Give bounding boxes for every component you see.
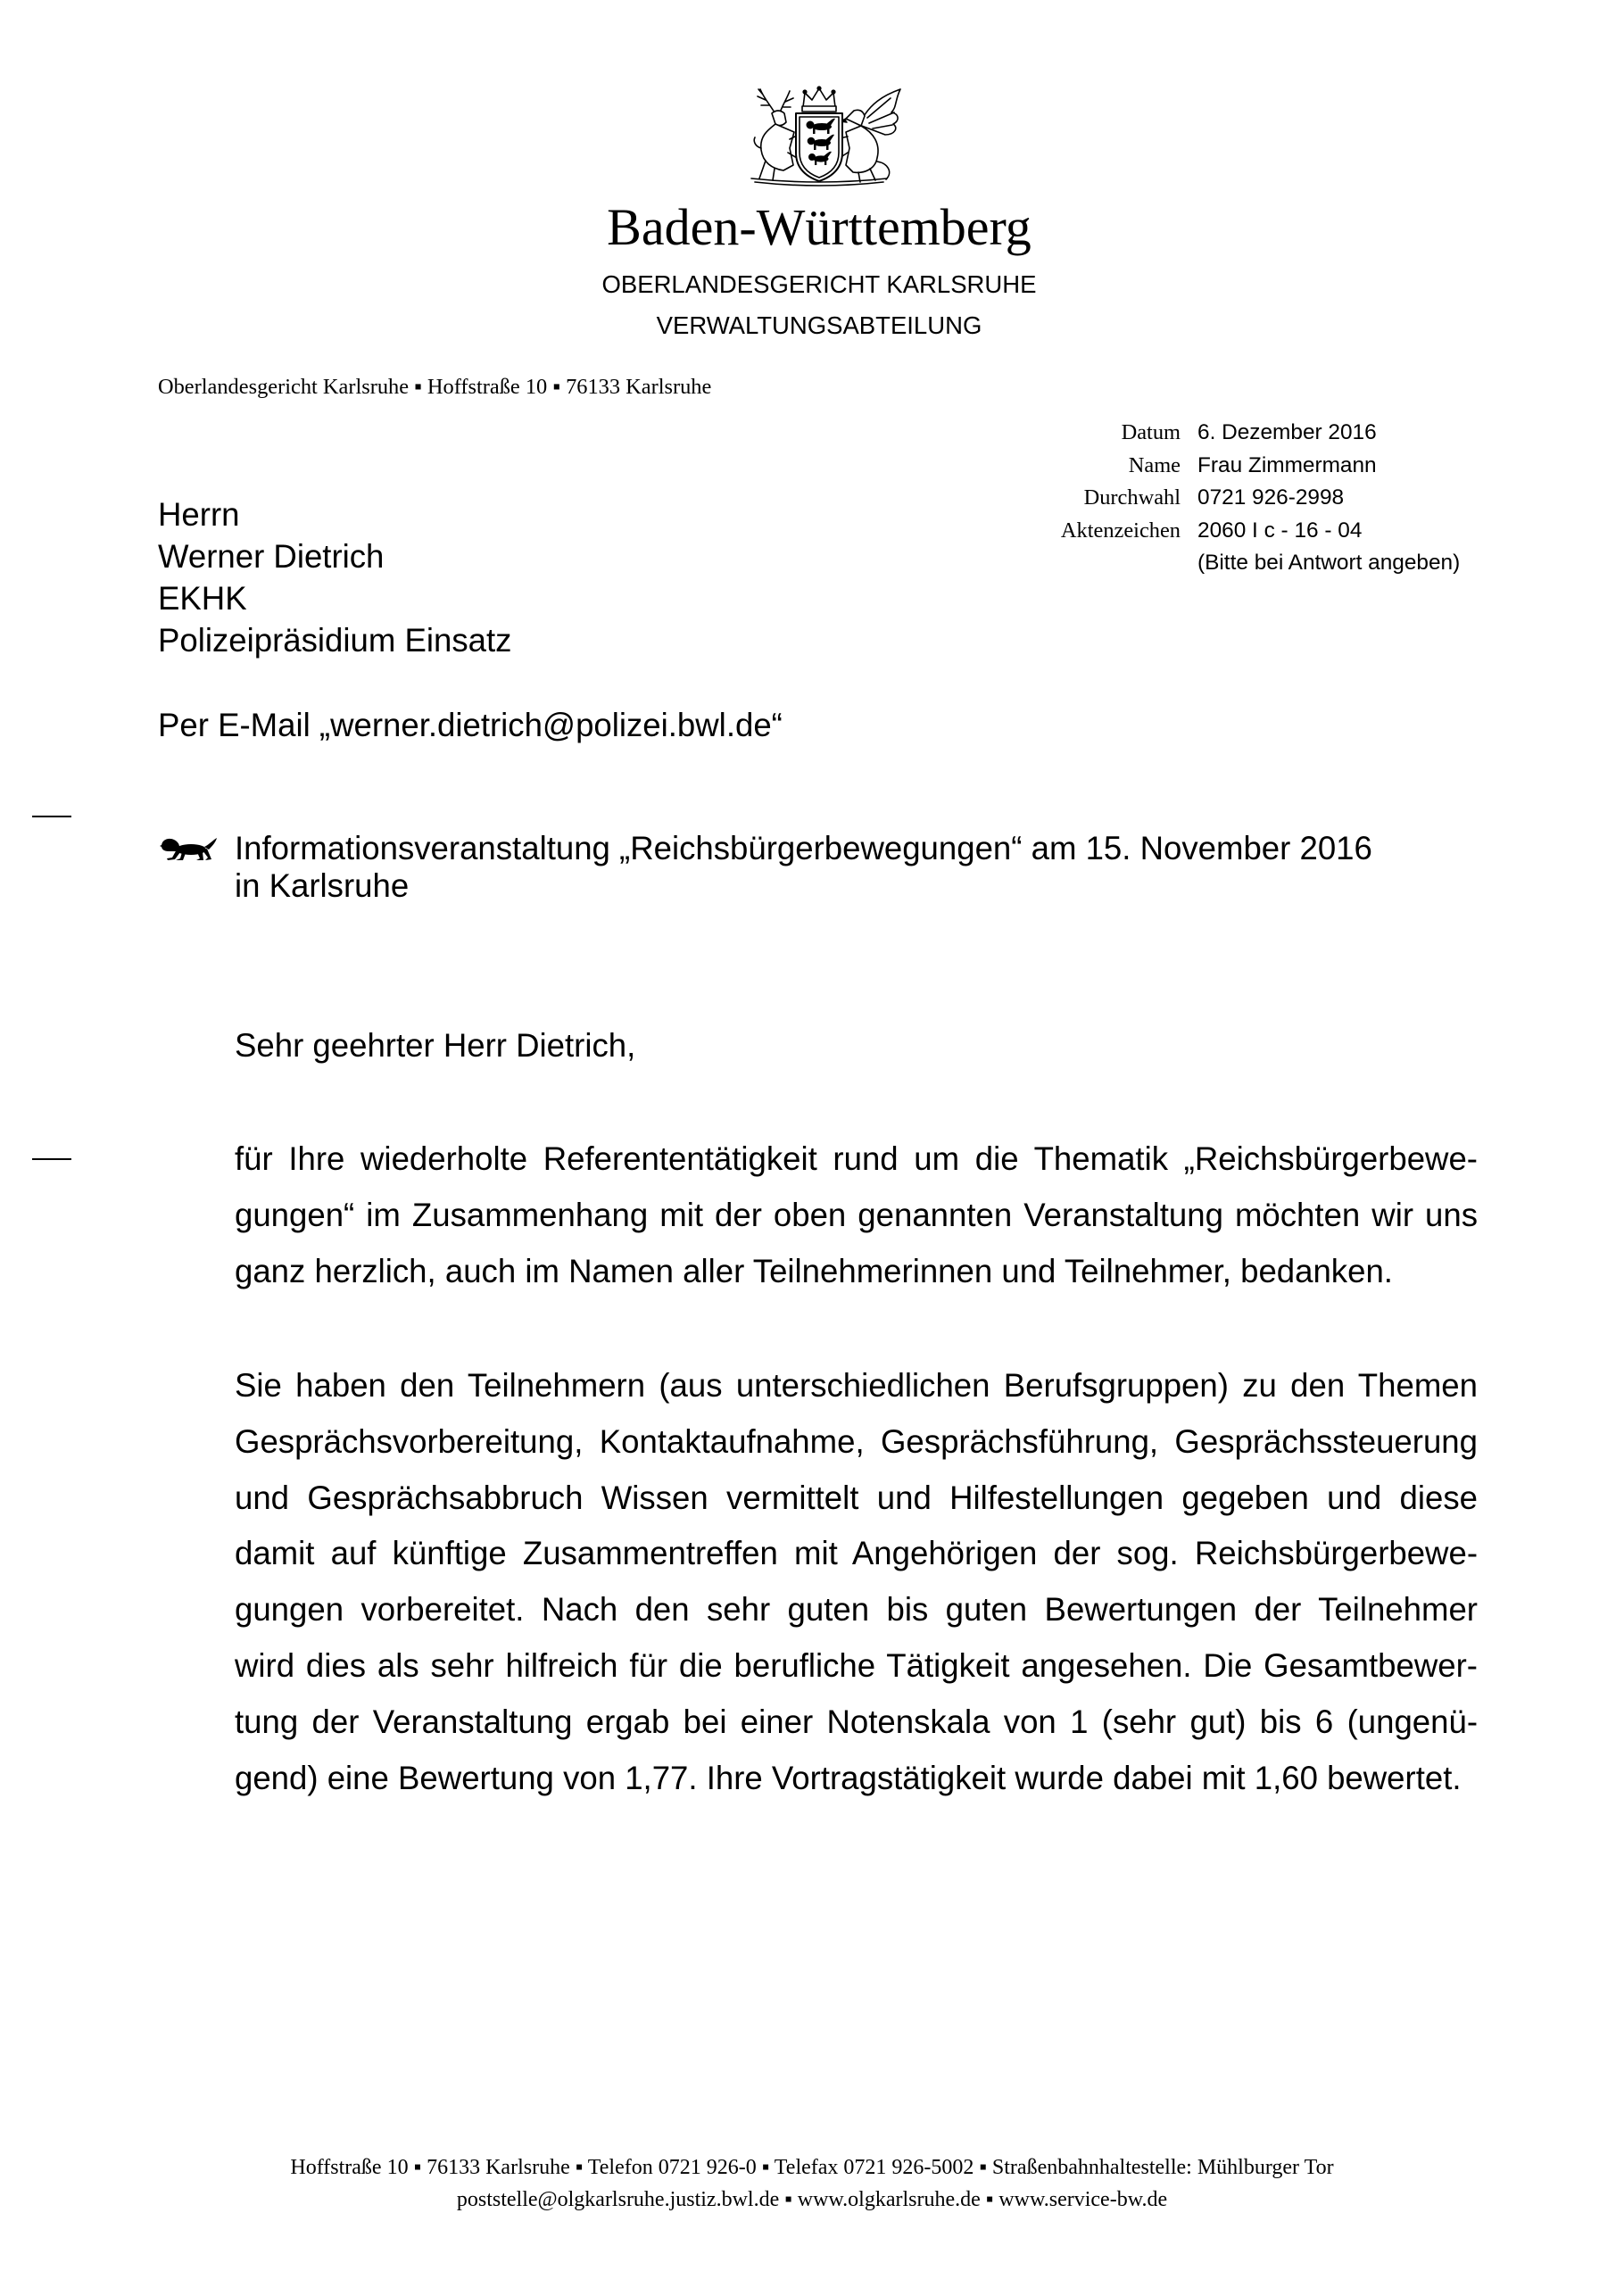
info-value: 6. Dezember 2016 bbox=[1197, 420, 1377, 444]
paragraph-line: gungen vorbereitet. Nach den sehr guten bis guten Bewertungen der Teilnehmer bbox=[235, 1591, 1478, 1629]
paragraph-line: gungen“ im Zusammenhang mit der oben genannten Veranstaltung möchten wir uns bbox=[235, 1196, 1478, 1233]
authority-name: OBERLANDESGERICHT KARLSRUHE bbox=[601, 270, 1037, 298]
info-value: 2060 I c - 16 - 04 bbox=[1197, 518, 1363, 543]
salutation: Sehr geehrter Herr Dietrich, bbox=[235, 1027, 636, 1064]
info-label: Name bbox=[1128, 452, 1181, 477]
sender-return-address: Oberlandesgericht Karlsruhe ▪ Hoffstraße 10 ▪ 76133 Karlsruhe bbox=[158, 375, 712, 399]
info-label: Aktenzeichen bbox=[1060, 518, 1181, 543]
info-label: Datum bbox=[1121, 420, 1181, 444]
info-label: Durchwahl bbox=[1083, 485, 1181, 510]
subject-line: Informationsveranstaltung „Reichsbürgerbewegungen“ am 15. November 2016 bbox=[235, 830, 1372, 866]
subject-line: in Karlsruhe bbox=[235, 866, 410, 904]
footer-contact-line: poststelle@olgkarlsruhe.justiz.bwl.de ▪ www.olgkarlsruhe.de ▪ www.service-bw.de bbox=[456, 2188, 1168, 2211]
body-paragraph-2 bbox=[235, 1358, 1478, 1806]
coat-of-arms-logo bbox=[733, 86, 905, 189]
info-row-name bbox=[928, 450, 1570, 483]
footer-address-line: Hoffstraße 10 ▪ 76133 Karlsruhe ▪ Telefon 0721 926-0 ▪ Telefax 0721 926-5002 ▪ Straßenbahnhaltestelle: Mühlburger Tor bbox=[290, 2156, 1334, 2179]
info-row-date bbox=[928, 417, 1570, 450]
paragraph-line: tung der Veranstaltung ergab bei einer Notenskala von 1 (sehr gut) bis 6 (ungenü- bbox=[235, 1703, 1478, 1740]
recipient-line: Werner Dietrich bbox=[158, 538, 385, 575]
paragraph-line: damit auf künftige Zusammentreffen mit Angehörigen der sog. Reichsbürgerbewe- bbox=[235, 1535, 1478, 1572]
fold-mark bbox=[32, 1158, 71, 1160]
state-name: Baden-Württemberg bbox=[607, 198, 1032, 256]
info-block bbox=[928, 417, 1570, 580]
department-name: VERWALTUNGSABTEILUNG bbox=[656, 311, 982, 339]
paragraph-line: und Gesprächsabbruch Wissen vermittelt und Hilfestellungen gegeben und diese bbox=[235, 1479, 1478, 1516]
paragraph-line: für Ihre wiederholte Referententätigkeit rund um die Thematik „Reichsbürgerbewe- bbox=[235, 1140, 1478, 1177]
lion-icon bbox=[158, 836, 219, 863]
info-row-file-reference bbox=[928, 515, 1570, 548]
info-row-extension bbox=[928, 482, 1570, 515]
paragraph-line: gend) eine Bewertung von 1,77. Ihre Vortragstätigkeit wurde dabei mit 1,60 bewertet. bbox=[235, 1759, 1462, 1796]
paragraph-line: Sie haben den Teilnehmern (aus unterschiedlichen Berufsgruppen) zu den Themen bbox=[235, 1367, 1478, 1404]
recipient-line: EKHK bbox=[158, 580, 247, 617]
paragraph-line: Gesprächsvorbereitung, Kontaktaufnahme, Gesprächsführung, Gesprächssteuerung bbox=[235, 1422, 1478, 1460]
body-paragraph-1 bbox=[235, 1131, 1478, 1299]
subject bbox=[235, 830, 1372, 904]
info-row-reference-note bbox=[928, 547, 1570, 580]
paragraph-line: wird dies als sehr hilfreich für die berufliche Tätigkeit angesehen. Die Gesamtbewer- bbox=[235, 1646, 1478, 1684]
delivery-note: Per E-Mail „werner.dietrich@polizei.bwl.de“ bbox=[158, 707, 783, 743]
footer bbox=[0, 2151, 1624, 2216]
recipient-line: Polizeipräsidium Einsatz bbox=[158, 622, 512, 659]
info-value: Frau Zimmermann bbox=[1197, 452, 1377, 477]
info-value: 0721 926-2998 bbox=[1197, 485, 1345, 510]
fold-mark bbox=[32, 816, 71, 817]
recipient-address bbox=[158, 493, 511, 661]
reference-note: (Bitte bei Antwort angeben) bbox=[1197, 551, 1461, 575]
recipient-line: Herrn bbox=[158, 496, 240, 533]
paragraph-line: ganz herzlich, auch im Namen aller Teilnehmerinnen und Teilnehmer, bedanken. bbox=[235, 1252, 1393, 1289]
